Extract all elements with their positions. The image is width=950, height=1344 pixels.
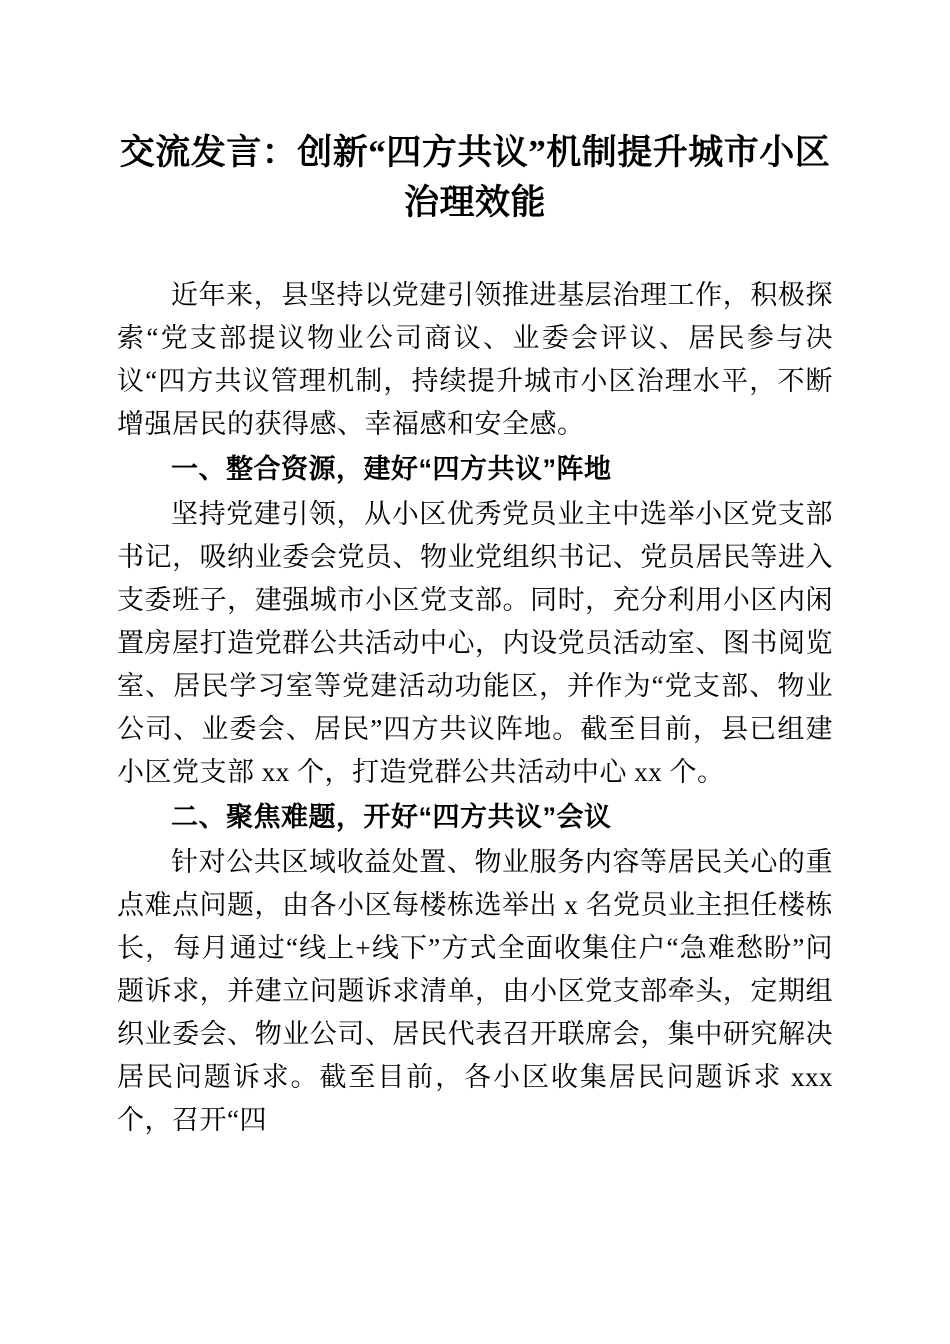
- document-title: 交流发言：创新“四方共议”机制提升城市小区治理效能: [119, 133, 831, 222]
- paragraph-section-2: 针对公共区域收益处置、物业服务内容等居民关心的重点难点问题，由各小区每楼栋选举出 x 名党员业主担任楼栋长，每月通过“线上+线下”方式全面收集住户“急难愁盼”问题诉求，并建立问题诉求清单，由小区党支部牵头，定期组织业委会、物业公司、居民代表召开联席会，集中研究解决居民问题诉求。截至目前，各小区收集居民问题诉求 xxx 个，召开“四: [117, 847, 833, 1135]
- document-body: [117, 274, 833, 1142]
- document-content: [117, 0, 833, 1142]
- section-heading-1: 一、整合资源，建好“四方共议”阵地: [171, 454, 612, 484]
- paragraph-intro: 近年来，县坚持以党建引领推进基层治理工作，积极探索“党支部提议物业公司商议、业委会评议、居民参与决议“四方共议管理机制，持续提升城市小区治理水平，不断增强居民的获得感、幸福感和安全感。: [117, 280, 833, 439]
- paragraph-section-1: 坚持党建引领，从小区优秀党员业主中选举小区党支部书记，吸纳业委会党员、物业党组织书记、党员居民等进入支委班子，建强城市小区党支部。同时，充分利用小区内闲置房屋打造党群公共活动中心，内设党员活动室、图书阅览室、居民学习室等党建活动功能区，并作为“党支部、物业公司、业委会、居民”四方共议阵地。截至目前，县已组建小区党支部 xx 个，打造党群公共活动中心 xx 个。: [117, 499, 833, 787]
- section-heading-2: 二、聚焦难题，开好“四方共议”会议: [171, 802, 612, 832]
